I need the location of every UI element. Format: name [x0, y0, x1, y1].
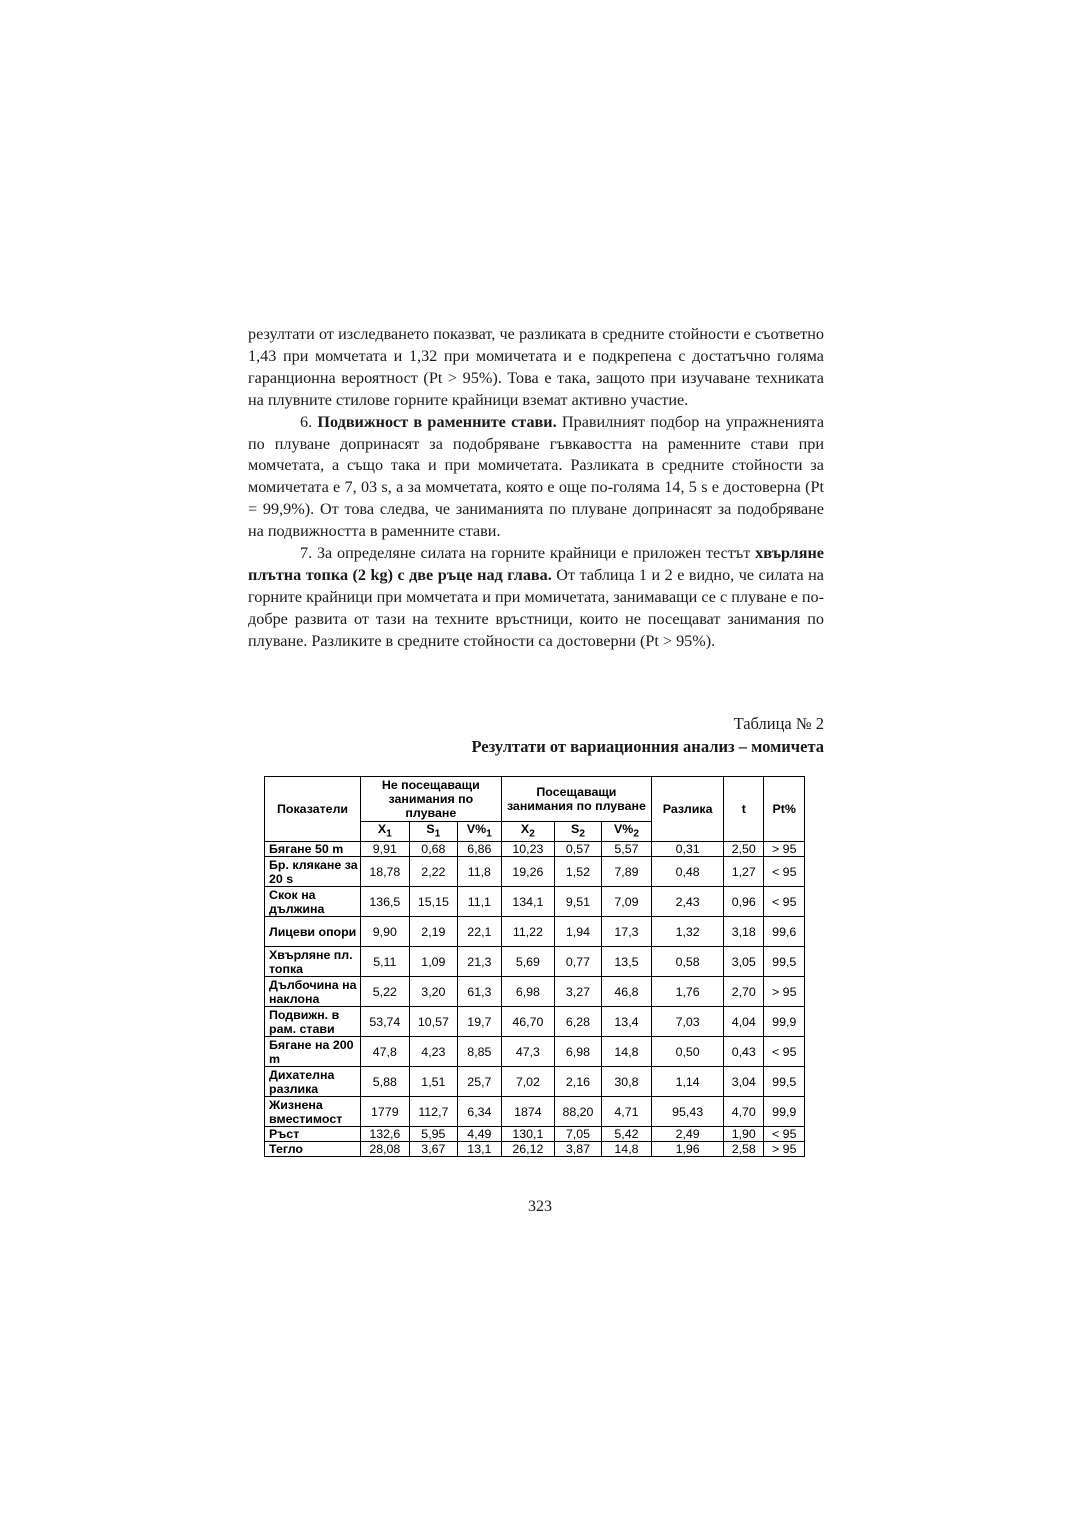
- cell-s2: 6,28: [555, 1007, 602, 1037]
- table-row: [265, 887, 805, 917]
- cell-difference: 95,43: [652, 1097, 724, 1127]
- cell-v1: 22,1: [458, 917, 501, 947]
- cell-pt: < 95: [764, 1037, 805, 1067]
- header-swimmers: Посещаващи занимания по плуване: [501, 777, 652, 822]
- cell-v1: 11,1: [458, 887, 501, 917]
- cell-x1: 28,08: [361, 1142, 410, 1157]
- cell-s1: 3,20: [409, 977, 458, 1007]
- cell-s1: 112,7: [409, 1097, 458, 1127]
- table-row: [265, 917, 805, 947]
- cell-v1: 8,85: [458, 1037, 501, 1067]
- cell-v2: 14,8: [601, 1142, 652, 1157]
- cell-pt: < 95: [764, 1127, 805, 1142]
- cell-s1: 15,15: [409, 887, 458, 917]
- row-label: Бягане 50 m: [265, 842, 361, 857]
- cell-t: 2,58: [724, 1142, 764, 1157]
- cell-s1: 5,95: [409, 1127, 458, 1142]
- paragraph-shoulder-mobility: [248, 412, 824, 543]
- table-caption: [420, 712, 824, 758]
- cell-x1: 53,74: [361, 1007, 410, 1037]
- cell-x2: 47,3: [501, 1037, 555, 1067]
- cell-pt: 99,6: [764, 917, 805, 947]
- header-x2: $\overline{X}_2$: [501, 822, 555, 842]
- row-label: Подвижн. в рам. стави: [265, 1007, 361, 1037]
- header-difference: Разлика: [652, 777, 724, 842]
- cell-v2: 5,57: [601, 842, 652, 857]
- page-number: 323: [528, 1198, 552, 1215]
- cell-v2: 13,5: [601, 947, 652, 977]
- results-table: [264, 776, 805, 1157]
- cell-v1: 11,8: [458, 857, 501, 887]
- cell-v2: 30,8: [601, 1067, 652, 1097]
- cell-pt: 99,5: [764, 1067, 805, 1097]
- cell-x2: 6,98: [501, 977, 555, 1007]
- cell-x1: 18,78: [361, 857, 410, 887]
- cell-x1: 9,91: [361, 842, 410, 857]
- cell-v2: 46,8: [601, 977, 652, 1007]
- header-non-swimmers: Не посещаващи занимания по плуване: [361, 777, 502, 822]
- paragraph-number: 6.: [300, 412, 318, 431]
- cell-x2: 46,70: [501, 1007, 555, 1037]
- row-label: Скок на дължина: [265, 887, 361, 917]
- header-v2: $V\%_2$: [601, 822, 652, 842]
- cell-s2: 9,51: [555, 887, 602, 917]
- cell-t: 4,04: [724, 1007, 764, 1037]
- cell-pt: 99,9: [764, 1097, 805, 1127]
- table-label: Таблица № 2: [733, 714, 824, 733]
- cell-s2: 3,27: [555, 977, 602, 1007]
- cell-s1: 1,09: [409, 947, 458, 977]
- cell-t: 0,43: [724, 1037, 764, 1067]
- cell-x2: 134,1: [501, 887, 555, 917]
- cell-pt: 99,9: [764, 1007, 805, 1037]
- cell-pt: > 95: [764, 1142, 805, 1157]
- cell-s1: 4,23: [409, 1037, 458, 1067]
- table-row: [265, 842, 805, 857]
- cell-difference: 0,31: [652, 842, 724, 857]
- cell-v2: 13,4: [601, 1007, 652, 1037]
- cell-t: 1,90: [724, 1127, 764, 1142]
- cell-s1: 0,68: [409, 842, 458, 857]
- row-label: Дихателна разлика: [265, 1067, 361, 1097]
- table-row: [265, 1007, 805, 1037]
- cell-x2: 11,22: [501, 917, 555, 947]
- cell-v2: 17,3: [601, 917, 652, 947]
- cell-difference: 1,76: [652, 977, 724, 1007]
- cell-s1: 3,67: [409, 1142, 458, 1157]
- cell-x1: 5,11: [361, 947, 410, 977]
- table-row: [265, 977, 805, 1007]
- cell-difference: 1,32: [652, 917, 724, 947]
- cell-v2: 4,71: [601, 1097, 652, 1127]
- cell-s2: 1,94: [555, 917, 602, 947]
- cell-x1: 9,90: [361, 917, 410, 947]
- cell-v1: 61,3: [458, 977, 501, 1007]
- row-label: Бр. клякане за 20 s: [265, 857, 361, 887]
- cell-s1: 10,57: [409, 1007, 458, 1037]
- cell-v2: 7,89: [601, 857, 652, 887]
- cell-s1: 2,19: [409, 917, 458, 947]
- row-label: Лицеви опори: [265, 917, 361, 947]
- cell-pt: 99,5: [764, 947, 805, 977]
- table-row: [265, 1067, 805, 1097]
- cell-s2: 88,20: [555, 1097, 602, 1127]
- row-label: Жизнена вместимост: [265, 1097, 361, 1127]
- cell-difference: 0,48: [652, 857, 724, 887]
- cell-v2: 5,42: [601, 1127, 652, 1142]
- cell-s2: 7,05: [555, 1127, 602, 1142]
- row-label: Тегло: [265, 1142, 361, 1157]
- cell-s2: 3,87: [555, 1142, 602, 1157]
- cell-x2: 19,26: [501, 857, 555, 887]
- table-row: [265, 857, 805, 887]
- cell-x2: 5,69: [501, 947, 555, 977]
- cell-x2: 26,12: [501, 1142, 555, 1157]
- cell-s1: 2,22: [409, 857, 458, 887]
- cell-x1: 5,22: [361, 977, 410, 1007]
- cell-pt: < 95: [764, 857, 805, 887]
- cell-x1: 136,5: [361, 887, 410, 917]
- paragraph-text: От таблица 1 и 2 е видно, че силата на горните крайници при момчетата и при момичетата, занимаващи се с плуване е по-добре развита от тази на техните връстници, които не посещават занимания по плуване. Разликите в средните стойности са достоверни (Pt > 95%).: [248, 565, 824, 650]
- cell-x1: 47,8: [361, 1037, 410, 1067]
- cell-difference: 1,96: [652, 1142, 724, 1157]
- cell-t: 2,70: [724, 977, 764, 1007]
- cell-pt: > 95: [764, 977, 805, 1007]
- cell-t: 2,50: [724, 842, 764, 857]
- cell-v1: 25,7: [458, 1067, 501, 1097]
- cell-s2: 0,77: [555, 947, 602, 977]
- paragraph-upper-limb-strength: [248, 543, 824, 653]
- header-pt: Pt%: [764, 777, 805, 842]
- cell-x1: 132,6: [361, 1127, 410, 1142]
- paragraph-heading: Подвижност в раменните стави.: [317, 412, 557, 431]
- cell-difference: 0,58: [652, 947, 724, 977]
- paragraph-text: Правилният подбор на упражненията по плуване допринасят за подобряване гъвкавостта на раменните стави при момчетата, а също така и при момичетата. Разликата в средните стойности за момичетата е 7, 03 s, а за момчетата, която е още по-голяма 14, 5 s е достоверна (Pt = 99,9%). От това следва, че заниманията по плуване допринасят за подобряване на подвижността в раменните стави.: [248, 412, 825, 541]
- cell-v2: 7,09: [601, 887, 652, 917]
- row-label: Дълбочина на наклона: [265, 977, 361, 1007]
- cell-difference: 2,43: [652, 887, 724, 917]
- cell-difference: 7,03: [652, 1007, 724, 1037]
- cell-x1: 1779: [361, 1097, 410, 1127]
- cell-t: 3,18: [724, 917, 764, 947]
- row-label: Ръст: [265, 1127, 361, 1142]
- cell-pt: < 95: [764, 887, 805, 917]
- header-x1: $\overline{X}_1$: [361, 822, 410, 842]
- table-title: Резултати от вариационния анализ – момичета: [471, 737, 824, 756]
- table-row: [265, 947, 805, 977]
- cell-v1: 13,1: [458, 1142, 501, 1157]
- cell-v1: 21,3: [458, 947, 501, 977]
- table-row: [265, 1097, 805, 1127]
- cell-v2: 14,8: [601, 1037, 652, 1067]
- cell-v1: 6,86: [458, 842, 501, 857]
- cell-t: 3,04: [724, 1067, 764, 1097]
- cell-difference: 2,49: [652, 1127, 724, 1142]
- cell-difference: 1,14: [652, 1067, 724, 1097]
- header-s1: $S_1$: [409, 822, 458, 842]
- cell-pt: > 95: [764, 842, 805, 857]
- table-row: [265, 1127, 805, 1142]
- cell-t: 0,96: [724, 887, 764, 917]
- header-indicators: Показатели: [265, 777, 361, 842]
- table-row: [265, 1037, 805, 1067]
- cell-s2: 1,52: [555, 857, 602, 887]
- table-row: [265, 1142, 805, 1157]
- body-text: [248, 324, 824, 653]
- paragraph-results: резултати от изследването показват, че разликата в средните стойности е съответно 1,43 при момчетата и 1,32 при момичетата и е подкрепена с достатъчно голяма гаранционна вероятност (Pt > 95%). Това е така, защото при изучаване техниката на плувните стилове горните крайници вземат активно участие.: [248, 325, 824, 409]
- cell-t: 3,05: [724, 947, 764, 977]
- cell-x2: 1874: [501, 1097, 555, 1127]
- cell-s2: 2,16: [555, 1067, 602, 1097]
- cell-t: 4,70: [724, 1097, 764, 1127]
- cell-v1: 4,49: [458, 1127, 501, 1142]
- header-t: t: [724, 777, 764, 842]
- header-v1: $V\%_1$: [458, 822, 501, 842]
- cell-s2: 6,98: [555, 1037, 602, 1067]
- cell-x2: 10,23: [501, 842, 555, 857]
- cell-x2: 130,1: [501, 1127, 555, 1142]
- cell-v1: 19,7: [458, 1007, 501, 1037]
- cell-difference: 0,50: [652, 1037, 724, 1067]
- cell-x1: 5,88: [361, 1067, 410, 1097]
- cell-s2: 0,57: [555, 842, 602, 857]
- cell-s1: 1,51: [409, 1067, 458, 1097]
- cell-x2: 7,02: [501, 1067, 555, 1097]
- row-label: Бягане на 200 m: [265, 1037, 361, 1067]
- cell-t: 1,27: [724, 857, 764, 887]
- paragraph-test-name: хвърляне плътна топка (2 kg) с две ръце над глава.: [248, 544, 824, 584]
- paragraph-intro: 7. За определяне силата на горните крайници е приложен тестът: [300, 544, 756, 563]
- cell-v1: 6,34: [458, 1097, 501, 1127]
- header-s2: $S_2$: [555, 822, 602, 842]
- row-label: Хвърляне пл. топка: [265, 947, 361, 977]
